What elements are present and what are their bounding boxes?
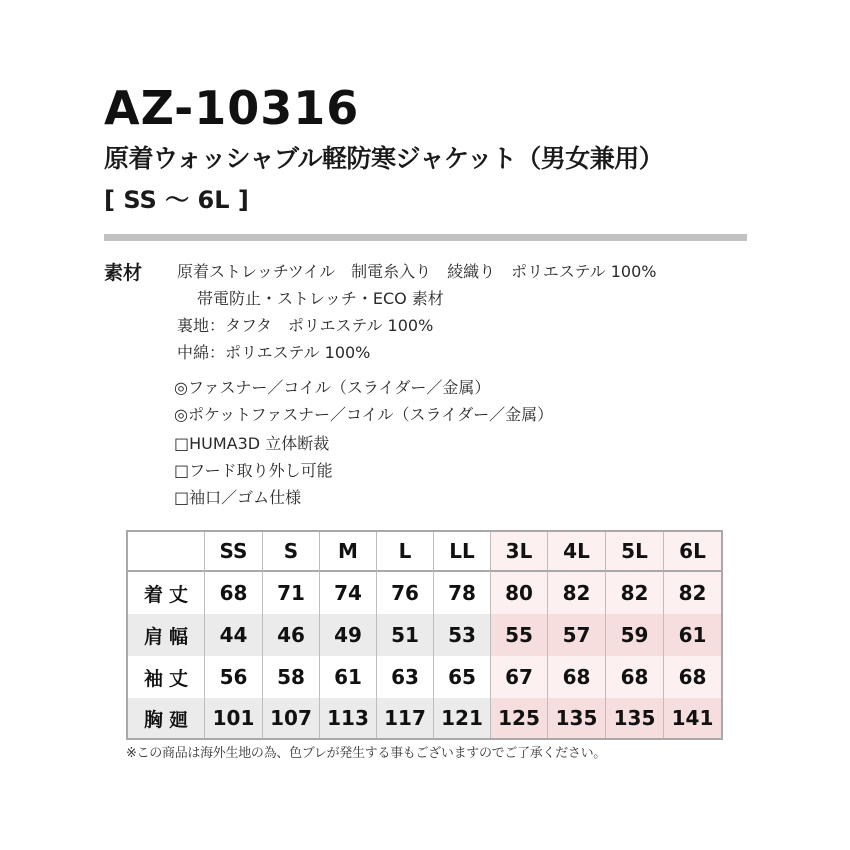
row-label: 肩幅 [128, 614, 205, 656]
table-cell: 135 [606, 698, 664, 738]
table-cell: 44 [205, 614, 263, 656]
table-cell: 61 [320, 656, 377, 698]
disclaimer-note: ※この商品は海外生地の為、色ブレが発生する事もございますのでご了承ください。 [126, 746, 606, 761]
table-cell: 65 [434, 656, 491, 698]
model-number: AZ-10316 [104, 81, 360, 135]
table-cell: 80 [491, 572, 548, 614]
row-label: 胸廻 [128, 698, 205, 738]
row-label: 袖丈 [128, 656, 205, 698]
size-header: 4L [548, 532, 606, 572]
table-cell: 117 [377, 698, 434, 738]
feature-item: □HUMA3D 立体断裁 [174, 434, 330, 453]
table-cell: 76 [377, 572, 434, 614]
table-cell: 135 [548, 698, 606, 738]
table-cell: 58 [263, 656, 320, 698]
table-cell: 61 [664, 614, 721, 656]
table-cell: 68 [205, 572, 263, 614]
material-line: 中綿：ポリエステル 100% [177, 343, 371, 362]
size-header: 5L [606, 532, 664, 572]
table-cell: 101 [205, 698, 263, 738]
table-cell: 67 [491, 656, 548, 698]
size-header: 6L [664, 532, 721, 572]
feature-item: □フード取り外し可能 [174, 461, 333, 480]
table-cell: 55 [491, 614, 548, 656]
table-cell: 56 [205, 656, 263, 698]
table-cell: 53 [434, 614, 491, 656]
size-table [126, 530, 723, 740]
table-cell: 51 [377, 614, 434, 656]
table-cell: 113 [320, 698, 377, 738]
table-cell: 141 [664, 698, 721, 738]
feature-item: ◎ファスナー／コイル（スライダー／金属） [174, 378, 491, 397]
table-cell: 121 [434, 698, 491, 738]
table-cell: 82 [548, 572, 606, 614]
table-cell: 125 [491, 698, 548, 738]
material-line: 帯電防止・ストレッチ・ECO 素材 [197, 289, 444, 308]
table-cell: 68 [664, 656, 721, 698]
material-line: 原着ストレッチツイル 制電糸入り 綾織り ポリエステル 100% [177, 262, 657, 281]
table-cell: 46 [263, 614, 320, 656]
table-cell: 68 [606, 656, 664, 698]
feature-item: □袖口／ゴム仕様 [174, 488, 302, 507]
size-header: S [263, 532, 320, 572]
material-line: 裏地：タフタ ポリエステル 100% [177, 316, 434, 335]
table-cell: 71 [263, 572, 320, 614]
row-label: 着丈 [128, 572, 205, 614]
table-cell: 49 [320, 614, 377, 656]
size-header: SS [205, 532, 263, 572]
table-cell: 74 [320, 572, 377, 614]
table-cell: 59 [606, 614, 664, 656]
material-heading: 素材 [104, 262, 143, 284]
table-cell: 68 [548, 656, 606, 698]
table-cell: 82 [664, 572, 721, 614]
size-header: L [377, 532, 434, 572]
table-cell: 78 [434, 572, 491, 614]
size-header: 3L [491, 532, 548, 572]
table-cell: 107 [263, 698, 320, 738]
product-name: 原着ウォッシャブル軽防寒ジャケット（男女兼用） [104, 144, 664, 173]
section-divider [104, 234, 747, 241]
size-header: LL [434, 532, 491, 572]
table-corner-cell [128, 532, 205, 572]
table-cell: 82 [606, 572, 664, 614]
table-cell: 63 [377, 656, 434, 698]
table-cell: 57 [548, 614, 606, 656]
size-header: M [320, 532, 377, 572]
feature-item: ◎ポケットファスナー／コイル（スライダー／金属） [174, 405, 554, 424]
size-range: [ SS 〜 6L ] [104, 186, 249, 214]
